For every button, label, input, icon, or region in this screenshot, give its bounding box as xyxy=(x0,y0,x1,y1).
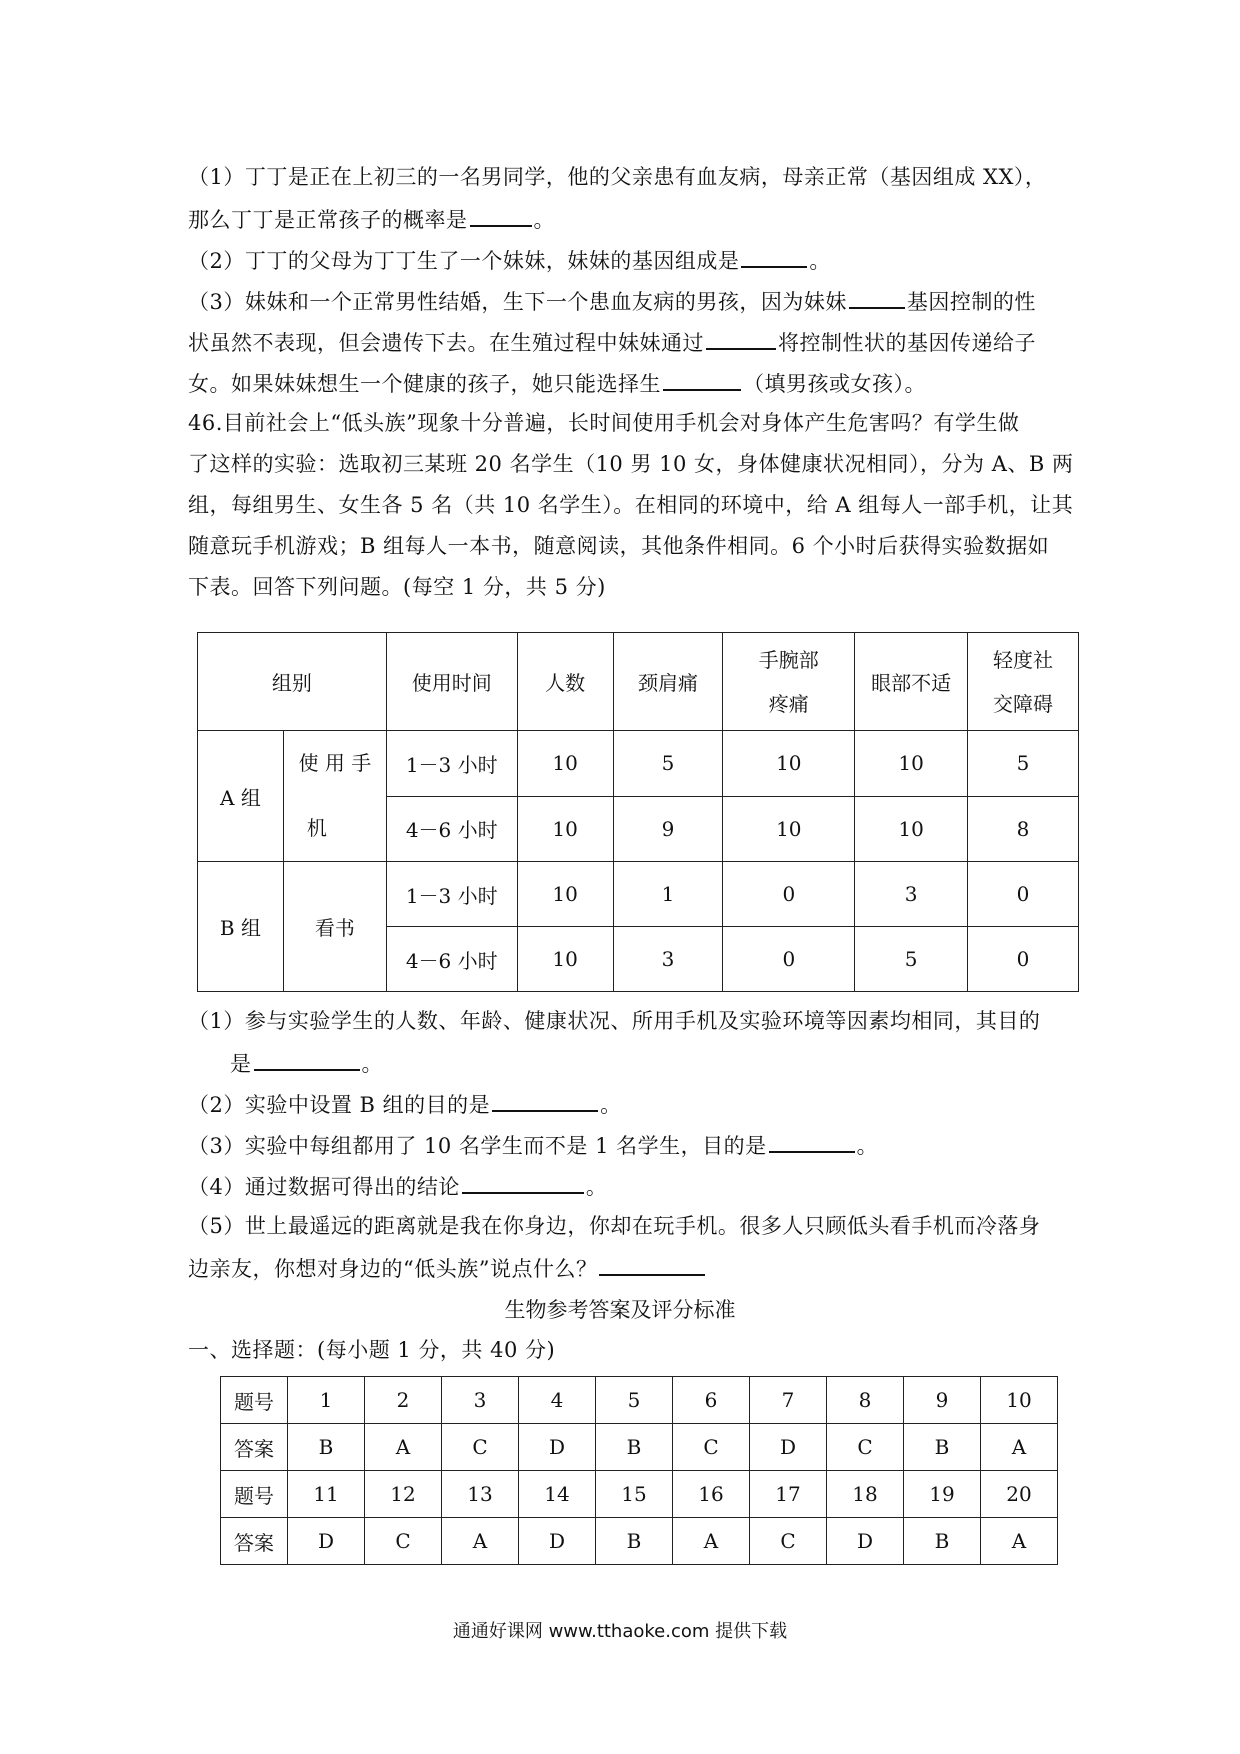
punctuation: 。 xyxy=(809,249,831,273)
q45-part1-line1: （1）丁丁是正在上初三的一名男同学，他的父亲患有血友病，母亲正常（基因组成 XX）， xyxy=(188,165,1047,189)
q46-sub2 xyxy=(188,1088,1058,1120)
q46-sub1-line2 xyxy=(230,1047,1100,1079)
group-a-activity-line2: 机 xyxy=(306,816,327,840)
header-wrist-pain xyxy=(723,633,855,731)
answer-blank[interactable] xyxy=(849,285,905,309)
table-cell: 1 xyxy=(288,1377,365,1424)
q46-sub4-text: （4）通过数据可得出的结论 xyxy=(188,1175,460,1199)
q46-sub3-text: （3）实验中每组都用了 10 名学生而不是 1 名学生，目的是 xyxy=(188,1134,767,1158)
header-wrist-pain-line1: 手腕部 xyxy=(758,647,819,672)
table-cell: B xyxy=(904,1424,981,1471)
table-cell: A xyxy=(981,1518,1058,1565)
q45-part3-text: 将控制性状的基因传递给子 xyxy=(778,331,1036,355)
answer-row-answers xyxy=(221,1518,1058,1565)
table-cell: 10 xyxy=(517,731,613,797)
answer-section-heading: 一、选择题：(每小题 1 分，共 40 分) xyxy=(188,1338,556,1362)
table-cell: 9 xyxy=(904,1377,981,1424)
group-b-label: B 组 xyxy=(198,862,284,992)
punctuation: 。 xyxy=(533,208,555,232)
q46-sub5-text: 边亲友，你想对身边的“低头族”说点什么？ xyxy=(188,1257,598,1281)
table-cell: 20 xyxy=(981,1471,1058,1518)
answer-key-table xyxy=(220,1376,1058,1565)
header-social-disorder-line2: 交障碍 xyxy=(993,691,1054,716)
table-cell: 4－6 小时 xyxy=(386,796,517,862)
row-label: 题号 xyxy=(221,1471,288,1518)
q45-part1-line2 xyxy=(188,203,1058,235)
header-group: 组别 xyxy=(198,633,387,731)
header-social-disorder-line1: 轻度社 xyxy=(993,647,1054,672)
header-duration: 使用时间 xyxy=(386,633,517,731)
experiment-table xyxy=(197,632,1079,992)
table-cell: 0 xyxy=(723,862,855,927)
row-label: 答案 xyxy=(221,1424,288,1471)
q45-part3-line3 xyxy=(188,367,1058,399)
row-label: 答案 xyxy=(221,1518,288,1565)
q46-sub3 xyxy=(188,1129,1058,1161)
header-social-disorder xyxy=(968,633,1079,731)
table-cell: 3 xyxy=(855,862,968,927)
table-cell: A xyxy=(673,1518,750,1565)
table-cell: 5 xyxy=(613,731,723,797)
q45-part1-text: 那么丁丁是正常孩子的概率是 xyxy=(188,208,468,232)
table-cell: 1－3 小时 xyxy=(386,731,517,797)
table-cell: D xyxy=(519,1518,596,1565)
punctuation: 。 xyxy=(600,1093,622,1117)
table-cell: 8 xyxy=(827,1377,904,1424)
table-header-row xyxy=(198,633,1079,731)
table-row xyxy=(198,731,1079,797)
answer-blank[interactable] xyxy=(599,1252,705,1276)
table-cell: 12 xyxy=(365,1471,442,1518)
table-cell: C xyxy=(365,1518,442,1565)
table-cell: 10 xyxy=(855,731,968,797)
table-cell: 2 xyxy=(365,1377,442,1424)
table-cell: B xyxy=(596,1424,673,1471)
table-cell: C xyxy=(827,1424,904,1471)
page-footer: 通通好课网 www.tthaoke.com 提供下载 xyxy=(452,1621,788,1642)
table-cell: B xyxy=(288,1424,365,1471)
table-cell: 1－3 小时 xyxy=(386,862,517,927)
table-cell: D xyxy=(519,1424,596,1471)
punctuation: 。 xyxy=(361,1052,383,1076)
table-cell: A xyxy=(981,1424,1058,1471)
answer-blank[interactable] xyxy=(706,326,776,350)
table-cell: 3 xyxy=(613,927,723,992)
group-a-label: A 组 xyxy=(198,731,284,862)
q45-part3-line2 xyxy=(188,326,1058,358)
q46-sub1-line1: （1）参与实验学生的人数、年龄、健康状况、所用手机及实验环境等因素均相同，其目的 xyxy=(188,1009,1041,1033)
group-b-activity: 看书 xyxy=(283,862,386,992)
table-cell: B xyxy=(596,1518,673,1565)
q45-part3-text: 女。如果妹妹想生一个健康的孩子，她只能选择生 xyxy=(188,372,661,396)
q46-sub1-text: 是 xyxy=(230,1052,252,1076)
table-cell: 14 xyxy=(519,1471,596,1518)
table-cell: 5 xyxy=(855,927,968,992)
answer-blank[interactable] xyxy=(769,1129,855,1153)
table-cell: 10 xyxy=(517,862,613,927)
table-cell: 13 xyxy=(442,1471,519,1518)
table-cell: 17 xyxy=(750,1471,827,1518)
header-wrist-pain-line2: 疼痛 xyxy=(768,691,809,716)
table-cell: D xyxy=(288,1518,365,1565)
q46-stem-line5: 下表。回答下列问题。(每空 1 分，共 5 分) xyxy=(188,575,606,599)
table-cell: D xyxy=(750,1424,827,1471)
q46-stem-line1: 46.目前社会上“低头族”现象十分普遍，长时间使用手机会对身体产生危害吗？有学生做 xyxy=(188,411,1020,435)
table-cell: C xyxy=(750,1518,827,1565)
table-cell: 15 xyxy=(596,1471,673,1518)
q45-part3-line1 xyxy=(188,285,1058,317)
table-cell: D xyxy=(827,1518,904,1565)
answer-blank[interactable] xyxy=(462,1170,584,1194)
answer-blank[interactable] xyxy=(663,367,741,391)
row-label: 题号 xyxy=(221,1377,288,1424)
answer-key-title: 生物参考答案及评分标准 xyxy=(504,1298,736,1322)
answer-blank[interactable] xyxy=(470,203,532,227)
table-cell: 8 xyxy=(968,796,1079,862)
q46-sub4 xyxy=(188,1170,1058,1202)
table-cell: 0 xyxy=(968,862,1079,927)
q45-part3-text: 状虽然不表现，但会遗传下去。在生殖过程中妹妹通过 xyxy=(188,331,704,355)
answer-blank[interactable] xyxy=(741,244,807,268)
header-neck-pain: 颈肩痛 xyxy=(613,633,723,731)
table-cell: 5 xyxy=(596,1377,673,1424)
group-a-activity xyxy=(283,731,386,862)
answer-blank[interactable] xyxy=(492,1088,598,1112)
answer-row-question-numbers xyxy=(221,1471,1058,1518)
table-cell: 5 xyxy=(968,731,1079,797)
table-cell: 4－6 小时 xyxy=(386,927,517,992)
punctuation: 。 xyxy=(585,1175,608,1199)
q46-sub5-line1: （5）世上最遥远的距离就是我在你身边，你却在玩手机。很多人只顾低头看手机而冷落身 xyxy=(188,1214,1041,1238)
group-a-activity-line1: 使 用 手 xyxy=(298,751,372,775)
table-cell: A xyxy=(442,1518,519,1565)
table-cell: 0 xyxy=(968,927,1079,992)
table-cell: 9 xyxy=(613,796,723,862)
table-cell: 1 xyxy=(613,862,723,927)
table-row xyxy=(198,862,1079,927)
punctuation: 。 xyxy=(856,1134,879,1158)
q45-part3-text: （填男孩或女孩）。 xyxy=(743,372,926,396)
q46-stem-line2: 了这样的实验：选取初三某班 20 名学生（10 男 10 女，身体健康状况相同），分为 A、B 两 xyxy=(188,452,1074,476)
header-count: 人数 xyxy=(517,633,613,731)
q46-stem-line4: 随意玩手机游戏；B 组每人一本书，随意阅读，其他条件相同。6 个小时后获得实验数据如 xyxy=(188,534,1050,558)
q45-part2 xyxy=(188,244,1058,276)
table-cell: 10 xyxy=(517,796,613,862)
table-cell: 10 xyxy=(855,796,968,862)
table-cell: 10 xyxy=(723,796,855,862)
q46-sub5-line2 xyxy=(188,1252,1058,1284)
q46-sub2-text: （2）实验中设置 B 组的目的是 xyxy=(188,1093,491,1117)
answer-row-question-numbers xyxy=(221,1377,1058,1424)
table-cell: 3 xyxy=(442,1377,519,1424)
table-cell: 6 xyxy=(673,1377,750,1424)
table-cell: 4 xyxy=(519,1377,596,1424)
q45-part3-text: （3）妹妹和一个正常男性结婚，生下一个患血友病的男孩，因为妹妹 xyxy=(188,290,847,314)
table-cell: 7 xyxy=(750,1377,827,1424)
q45-part2-text: （2）丁丁的父母为丁丁生了一个妹妹，妹妹的基因组成是 xyxy=(188,249,740,273)
header-eye-discomfort: 眼部不适 xyxy=(855,633,968,731)
q45-part3-text: 基因控制的性 xyxy=(906,290,1036,314)
table-cell: C xyxy=(673,1424,750,1471)
q46-stem-line3: 组，每组男生、女生各 5 名（共 10 名学生）。在相同的环境中，给 A 组每人一部手机，让其 xyxy=(188,493,1074,517)
table-cell: 19 xyxy=(904,1471,981,1518)
table-cell: 10 xyxy=(723,731,855,797)
table-cell: B xyxy=(904,1518,981,1565)
table-cell: 11 xyxy=(288,1471,365,1518)
table-cell: 18 xyxy=(827,1471,904,1518)
table-cell: 10 xyxy=(517,927,613,992)
table-cell: 16 xyxy=(673,1471,750,1518)
answer-blank[interactable] xyxy=(254,1047,360,1071)
table-cell: 0 xyxy=(723,927,855,992)
table-cell: C xyxy=(442,1424,519,1471)
answer-row-answers xyxy=(221,1424,1058,1471)
table-cell: 10 xyxy=(981,1377,1058,1424)
table-cell: A xyxy=(365,1424,442,1471)
